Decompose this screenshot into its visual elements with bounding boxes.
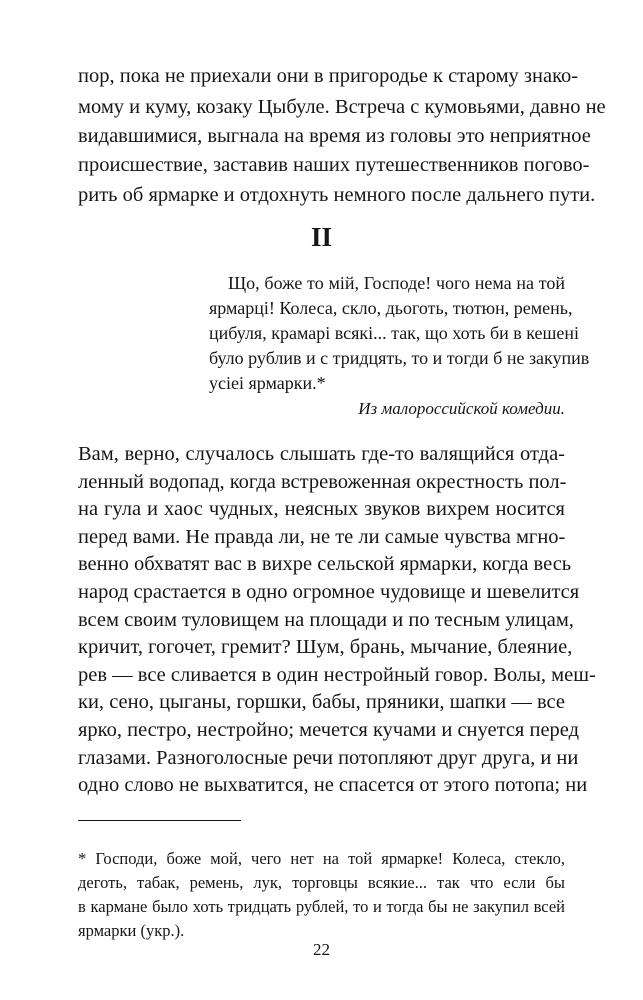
epigraph-line: цибуля, крамарі всякі... так, що хоть би в кешені [209,323,580,343]
footnote-line: * Господи, боже мой, чего нет на той ярмарке! Колеса, стекло, [78,849,565,868]
text-line: глазами. Разноголосные речи потопляют друг друга, и ни [78,746,579,769]
page-number: 22 [313,940,330,959]
text-line: кричит, гогочет, гремит? Шум, брань, мычание, блеяние, [78,636,573,659]
epigraph-source: Из малороссийской комедии. [358,399,565,418]
text-line: ленный водопад, когда встревоженная окрестность пол- [78,470,567,493]
text-line: рев — все сливается в один нестройный говор. Волы, меш- [78,663,596,686]
footnote-line: ярмарки (укр.). [78,921,185,940]
text-line: Вам, верно, случалось слышать где-то валящийся отда- [78,443,565,465]
text-line: одно слово не выхватится, не спасется от этого потопа; ни [78,774,588,797]
footnote-divider [78,820,241,821]
text-line: венно обхватят вас в вихре сельской ярмарки, когда весь [78,553,572,576]
text-line: на гула и хаос чудных, неясных звуков вихрем носится [78,498,565,521]
text-line: всем своим туловищем на площади и по тесным улицам, [78,608,574,631]
epigraph-line: усіеі ярмарки.* [209,373,326,393]
text-line: происшествие, заставив наших путешественников погово- [78,154,590,176]
text-line: перед вами. Не правда ли, не те ли самые чувства мгно- [78,525,566,548]
epigraph-line: Що, боже то мій, Господе! чого нема на той [228,273,565,293]
text-line: рить об ярмарке и отдохнуть немного после дальнего пути. [78,184,596,206]
epigraph-line: ярмарці! Колеса, скло, дьоготь, тютюн, ремень, [209,298,573,318]
epigraph-line: було рублив и с тридцять, то и тогди б не закупив [209,348,590,368]
text-line: ярко, пестро, нестройно; мечется кучами и снуется перед [78,719,580,741]
text-line: народ срастается в одно огромное чудовище и шевелится [78,581,580,603]
text-line: видавшимися, выгнала на время из головы это неприятное [78,125,591,147]
chapter-heading: II [310,222,332,252]
text-line: ки, сено, цыганы, горшки, бабы, пряники, шапки — все [78,691,565,714]
footnote-line: деготь, табак, ремень, лук, торговцы всякие... так что если бы [78,873,565,892]
footnote-line: в кармане было хоть тридцать рублей, то и тогда бы не закупил всей [78,897,565,916]
text-line: пор, пока не приехали они в пригородье к старому знако- [78,65,579,87]
text-line: мому и куму, козаку Цыбуле. Встреча с кумовьями, давно не [78,96,606,118]
